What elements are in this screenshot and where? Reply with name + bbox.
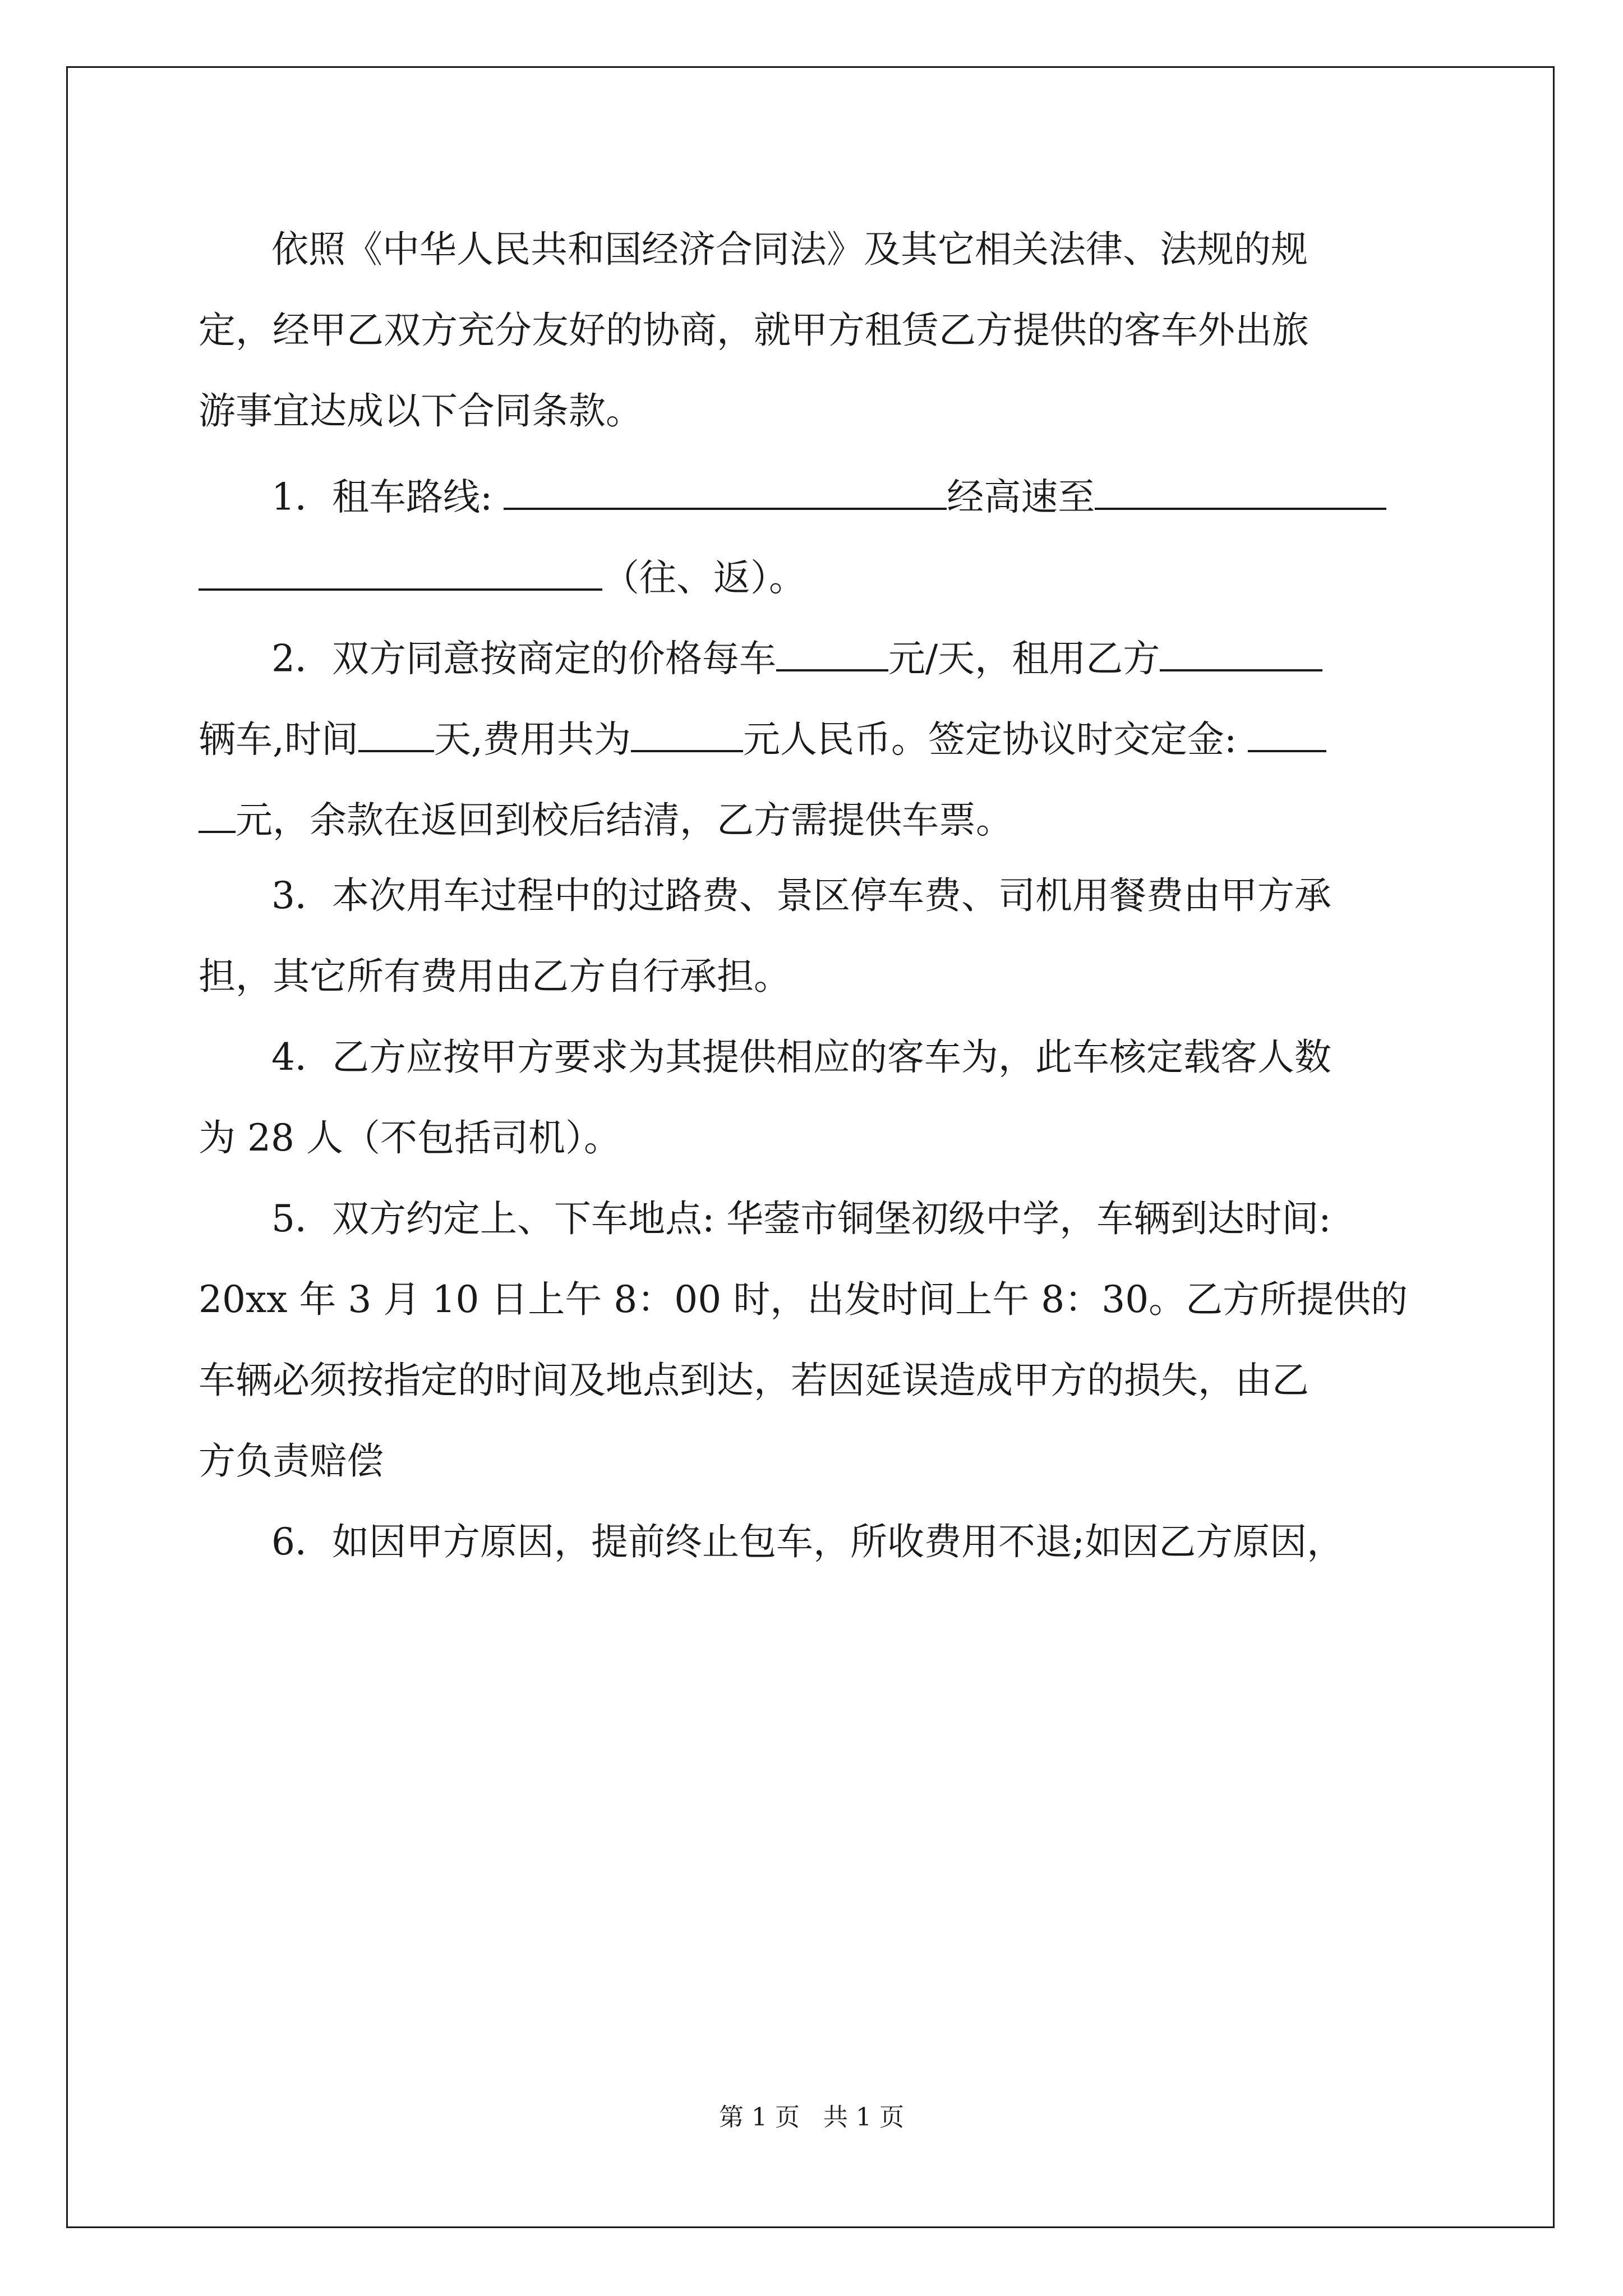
clause-3-line-2: 担，其它所有费用由乙方自行承担。 <box>199 955 791 998</box>
deposit-blank[interactable] <box>1248 716 1326 752</box>
clause-5-line-4: 方负责赔偿 <box>199 1439 384 1483</box>
vehicle-count-blank[interactable] <box>1160 635 1322 671</box>
destination-blank[interactable] <box>1095 473 1386 510</box>
clause-5-line-3: 车辆必须按指定的时间及地点到达，若因延误造成甲方的损失，由乙 <box>199 1359 1309 1402</box>
route-blank[interactable] <box>504 473 947 510</box>
clause-2-line-2 <box>199 716 1430 761</box>
page-footer <box>0 2097 1623 2133</box>
clause-1-line-2 <box>199 554 1430 600</box>
clause-5-line-1: 5．双方约定上、下车地点: 华蓥市铜堡初级中学，车辆到达时间: <box>271 1197 1331 1240</box>
clause-2-part-5: 元人民币。签定协议时交定金: <box>743 717 1237 761</box>
clause-3-line-1: 3．本次用车过程中的过路费、景区停车费、司机用餐费由甲方承 <box>271 874 1331 917</box>
page-total: 共 1 页 <box>823 2103 904 2132</box>
clause-4-line-1: 4．乙方应按甲方要求为其提供相应的客车为，此车核定载客人数 <box>271 1036 1331 1079</box>
clause-1-label: 1．租车路线: <box>271 475 493 519</box>
days-blank[interactable] <box>358 716 434 752</box>
clause-2-line-3 <box>199 797 1430 842</box>
clause-2-part-3: 辆车,时间 <box>199 717 358 761</box>
clause-6-line-1: 6．如因甲方原因，提前终止包车，所收费用不退;如因乙方原因， <box>271 1520 1344 1563</box>
clause-4-line-2: 为 28 人（不包括司机）。 <box>199 1116 621 1159</box>
clause-2-line-1 <box>271 635 1430 678</box>
total-fee-blank[interactable] <box>631 716 743 752</box>
clause-1-line-1 <box>271 473 1430 519</box>
page-current: 第 1 页 <box>719 2103 800 2132</box>
clause-2-part-1: 2．双方同意按商定的价格每车 <box>271 637 776 680</box>
clause-2-part-2: 元/天，租用乙方 <box>888 637 1160 680</box>
preamble-line-1: 依照《中华人民共和国经济合同法》及其它相关法律、法规的规 <box>271 228 1308 271</box>
preamble-line-3: 游事宜达成以下合同条款。 <box>199 389 643 432</box>
route-continued-blank[interactable] <box>199 554 602 591</box>
clause-2-part-4: 天,费用共为 <box>434 717 631 761</box>
clause-2-part-6: 元，余款在返回到校后结清，乙方需提供车票。 <box>236 798 1013 842</box>
preamble-line-2: 定，经甲乙双方充分友好的协商，就甲方租赁乙方提供的客车外出旅 <box>199 309 1309 352</box>
deposit-blank-continued[interactable] <box>199 797 236 833</box>
clause-5-line-2: 20xx 年 3 月 10 日上午 8：00 时，出发时间上午 8：30。乙方所提供的 <box>199 1278 1408 1321</box>
price-blank[interactable] <box>776 635 888 671</box>
clause-1-mid: 经高速至 <box>947 475 1095 519</box>
clause-1-tail: （往、返）。 <box>602 556 806 600</box>
